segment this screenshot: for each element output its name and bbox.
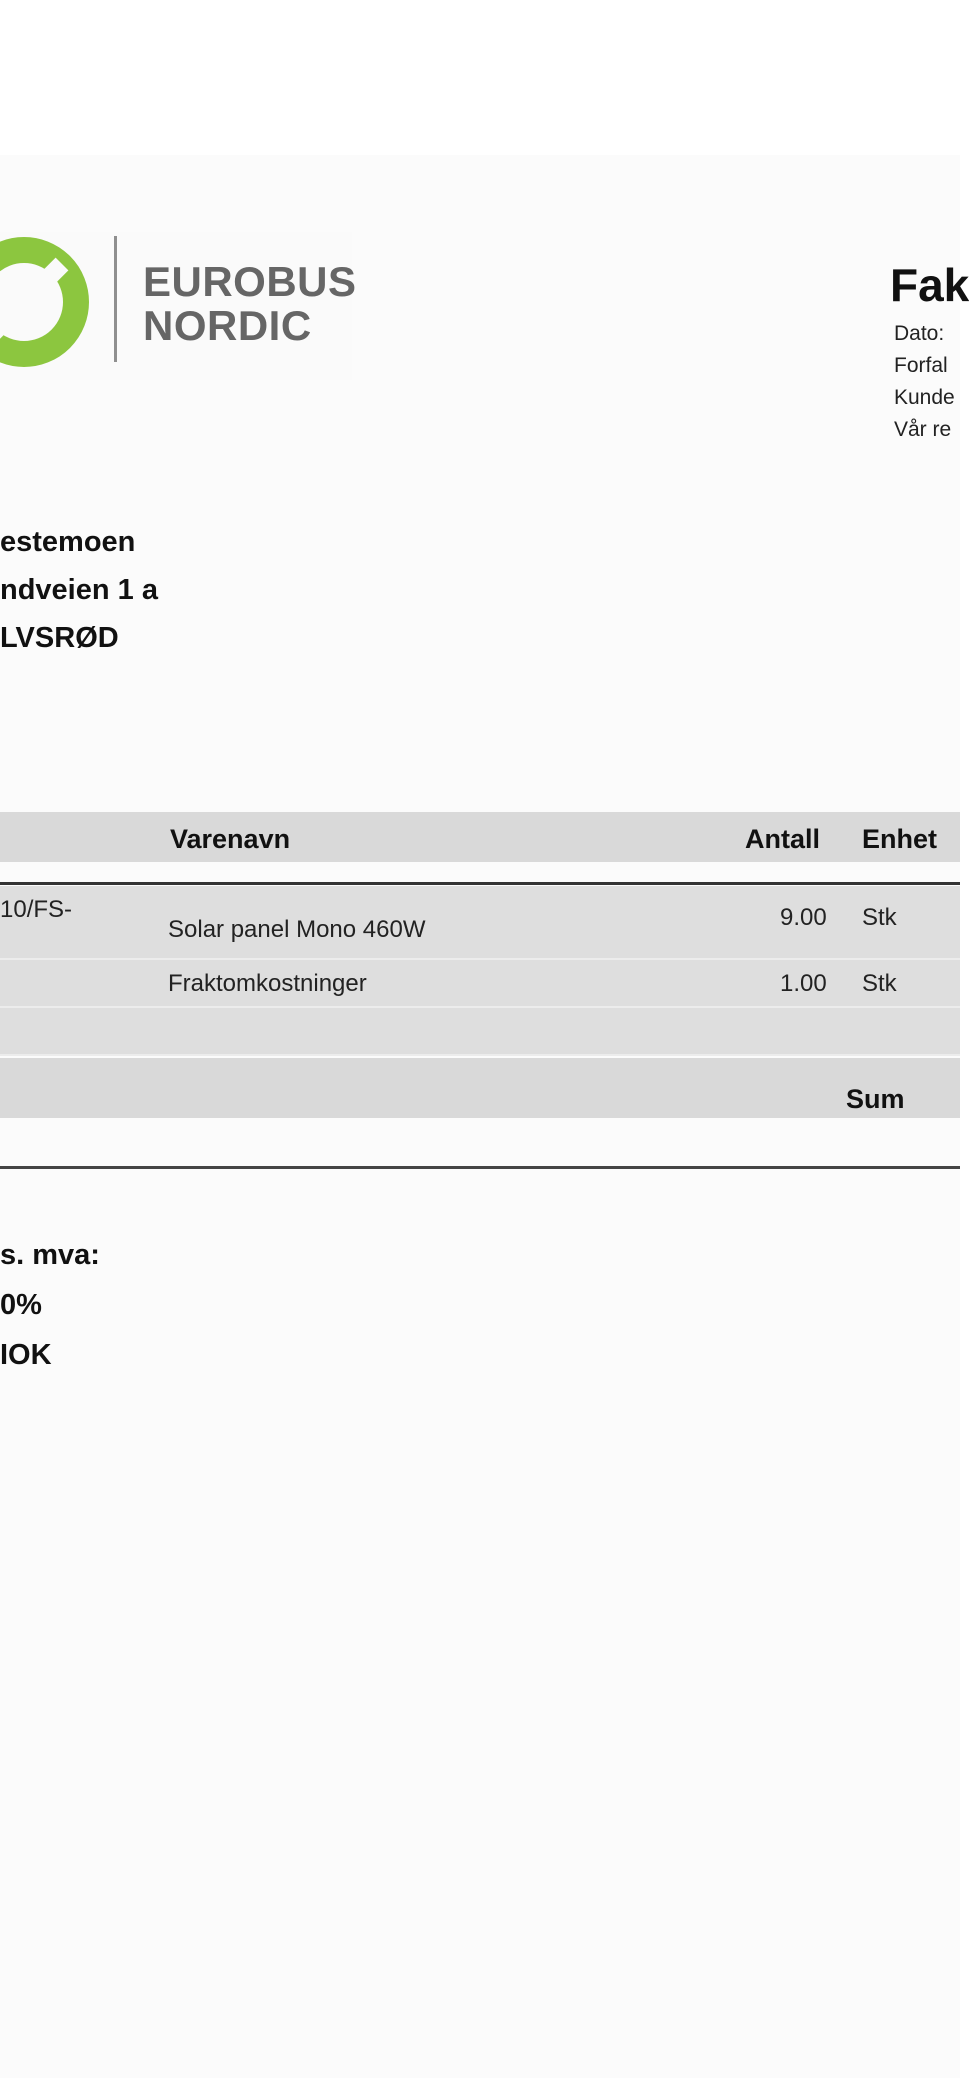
invoice-title: Fak [890, 259, 969, 311]
customer-address [0, 518, 158, 662]
address-line: ndveien 1 a [0, 574, 158, 606]
vat-line: IOK [0, 1339, 52, 1371]
sum-label: Sum [846, 1084, 905, 1114]
item-qty: 9.00 [780, 904, 827, 931]
table-sum-row [0, 1058, 960, 1118]
item-qty: 1.00 [780, 970, 827, 997]
table-row [0, 886, 960, 960]
vat-line: s. mva: [0, 1239, 100, 1271]
logo-wordmark [143, 260, 357, 348]
meta-reference-label: Vår re [894, 418, 952, 441]
address-line: estemoen [0, 526, 136, 558]
item-unit: Stk [862, 904, 897, 931]
meta-customer-label: Kunde [894, 386, 955, 409]
table-row-empty [0, 1008, 960, 1056]
item-code: 10/FS- [0, 896, 73, 923]
column-header-unit: Enhet [862, 824, 938, 854]
meta-due-label: Forfal [894, 354, 948, 377]
column-header-qty: Antall [745, 824, 821, 854]
invoice-meta [894, 318, 955, 446]
table-top-rule [0, 882, 960, 885]
item-unit: Stk [862, 970, 897, 997]
eurobus-logo-icon [0, 240, 90, 364]
vat-summary [0, 1230, 100, 1380]
table-bottom-rule [0, 1166, 960, 1169]
table-row [0, 960, 960, 1008]
item-name: Solar panel Mono 460W [168, 916, 426, 943]
address-line: LVSRØD [0, 622, 119, 654]
vat-line: 0% [0, 1289, 42, 1321]
company-logo [0, 232, 357, 380]
meta-date-label: Dato: [894, 322, 945, 345]
column-header-name: Varenavn [170, 824, 291, 854]
logo-line-1: EUROBUS [143, 258, 357, 305]
table-header [0, 812, 960, 862]
logo-line-2: NORDIC [143, 302, 312, 349]
logo-divider [114, 236, 117, 362]
item-name: Fraktomkostninger [168, 970, 367, 997]
